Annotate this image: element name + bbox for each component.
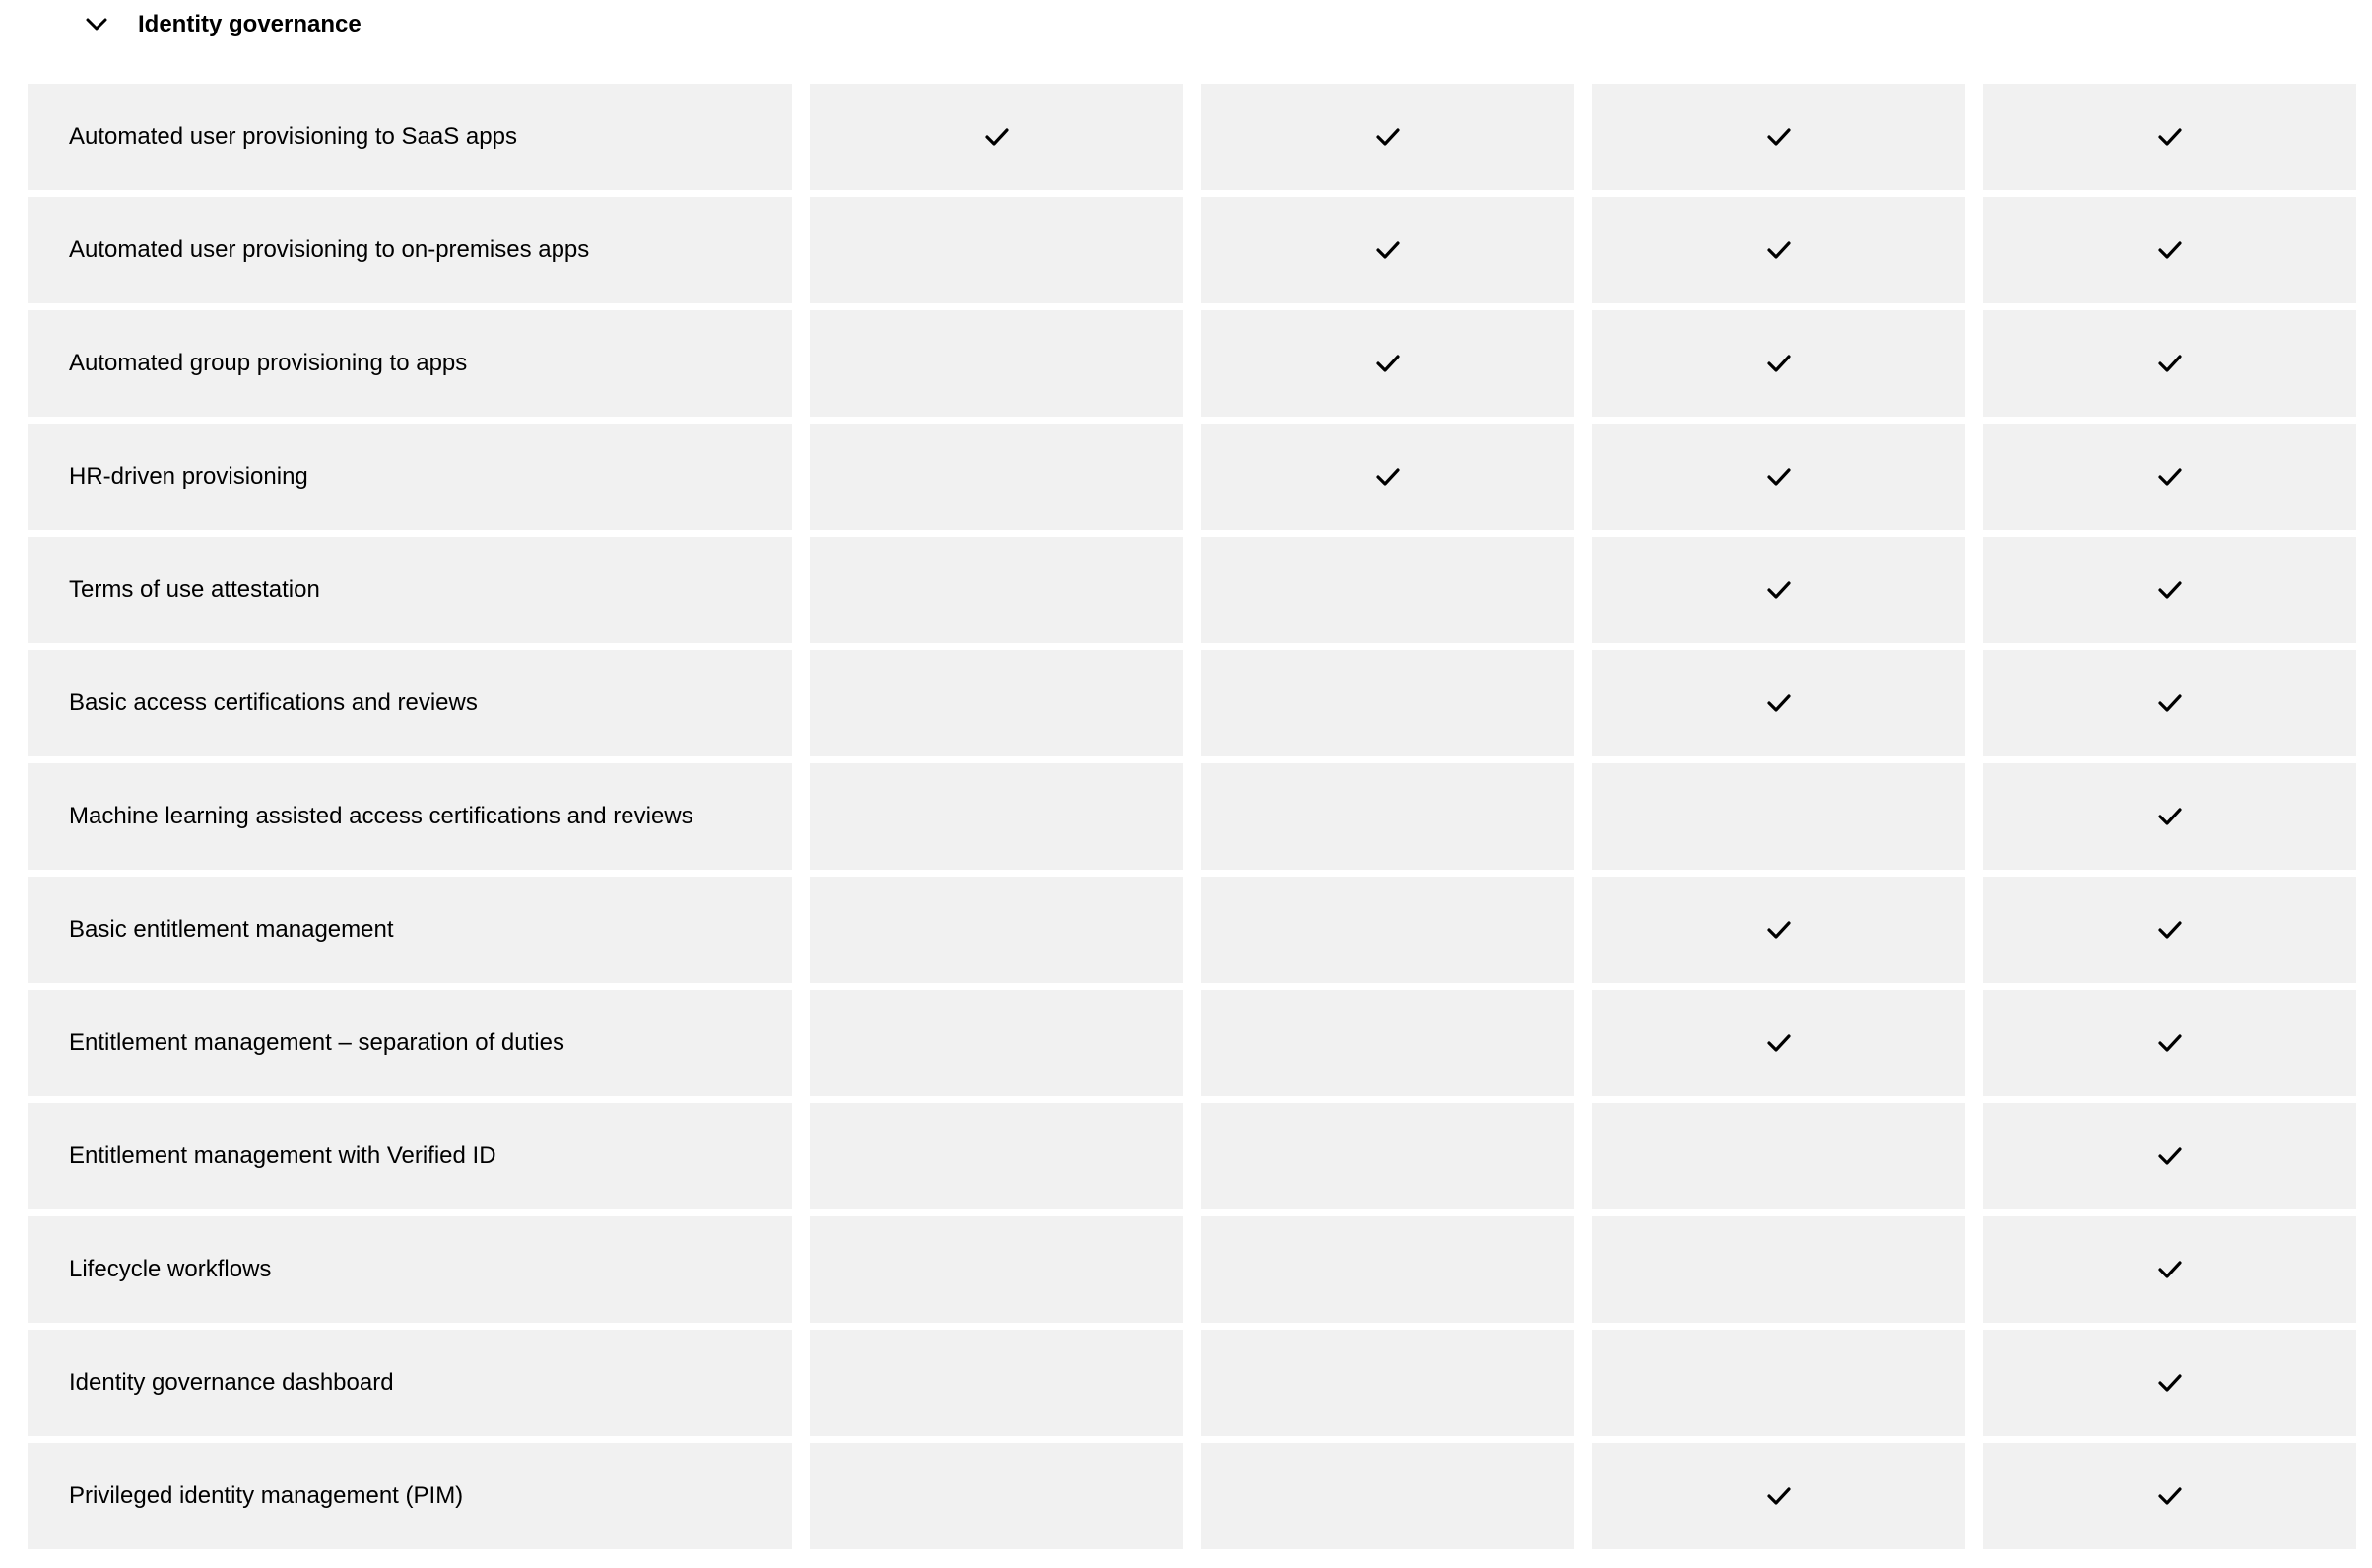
check-icon	[1766, 919, 1792, 941]
feature-label: Privileged identity management (PIM)	[69, 1482, 464, 1509]
plan-cell	[810, 990, 1183, 1096]
plan-cell	[1201, 990, 1574, 1096]
plan-cell	[1592, 990, 1965, 1096]
check-icon	[1375, 126, 1401, 148]
plan-cell	[1592, 424, 1965, 530]
plan-cell	[1983, 424, 2356, 530]
plan-cell	[1592, 1216, 1965, 1323]
check-icon	[2157, 1259, 2183, 1280]
chevron-down-icon[interactable]	[85, 14, 108, 35]
check-icon	[1766, 239, 1792, 261]
feature-cell	[28, 1103, 792, 1209]
check-icon	[984, 126, 1010, 148]
check-icon	[1375, 466, 1401, 488]
feature-label: Entitlement management – separation of duties	[69, 1029, 564, 1056]
feature-cell	[28, 1216, 792, 1323]
plan-cell	[1983, 84, 2356, 190]
feature-cell	[28, 310, 792, 417]
check-icon	[1766, 466, 1792, 488]
check-icon	[1766, 1032, 1792, 1054]
plan-cell	[1983, 650, 2356, 756]
check-icon	[2157, 239, 2183, 261]
feature-cell	[28, 424, 792, 530]
plan-cell	[1201, 1443, 1574, 1549]
feature-cell	[28, 1443, 792, 1549]
plan-cell	[810, 1443, 1183, 1549]
plan-cell	[810, 537, 1183, 643]
feature-label: Basic access certifications and reviews	[69, 689, 478, 716]
check-icon	[2157, 919, 2183, 941]
plan-cell	[1592, 1330, 1965, 1436]
plan-cell	[1201, 310, 1574, 417]
feature-cell	[28, 763, 792, 870]
plan-cell	[1592, 310, 1965, 417]
plan-cell	[810, 310, 1183, 417]
plan-cell	[1983, 1216, 2356, 1323]
section-toggle-identity-governance[interactable]	[0, 0, 2372, 51]
plan-cell	[1983, 537, 2356, 643]
plan-cell	[1592, 763, 1965, 870]
check-icon	[2157, 466, 2183, 488]
plan-cell	[1592, 877, 1965, 983]
feature-cell	[28, 84, 792, 190]
plan-cell	[1983, 1443, 2356, 1549]
plan-cell	[1983, 310, 2356, 417]
feature-label: Entitlement management with Verified ID	[69, 1143, 496, 1169]
plan-cell	[1201, 537, 1574, 643]
plan-cell	[1592, 650, 1965, 756]
plan-cell	[1201, 1216, 1574, 1323]
plan-cell	[810, 1330, 1183, 1436]
plan-cell	[810, 1103, 1183, 1209]
feature-label: Lifecycle workflows	[69, 1256, 272, 1282]
plan-cell	[1592, 1103, 1965, 1209]
plan-cell	[1983, 197, 2356, 303]
feature-label: Basic entitlement management	[69, 916, 394, 943]
check-icon	[1766, 353, 1792, 374]
check-icon	[2157, 692, 2183, 714]
plan-cell	[1592, 197, 1965, 303]
plan-cell	[810, 877, 1183, 983]
plan-cell	[810, 1216, 1183, 1323]
plan-cell	[1201, 650, 1574, 756]
check-icon	[2157, 353, 2183, 374]
feature-label: Machine learning assisted access certifications and reviews	[69, 803, 693, 829]
feature-label: HR-driven provisioning	[69, 463, 308, 490]
plan-cell	[1201, 1103, 1574, 1209]
check-icon	[2157, 126, 2183, 148]
check-icon	[1375, 239, 1401, 261]
plan-cell	[1201, 197, 1574, 303]
plan-cell	[1592, 84, 1965, 190]
plan-cell	[810, 650, 1183, 756]
plan-cell	[1201, 84, 1574, 190]
check-icon	[2157, 1032, 2183, 1054]
feature-label: Terms of use attestation	[69, 576, 320, 603]
feature-cell	[28, 650, 792, 756]
feature-label: Identity governance dashboard	[69, 1369, 394, 1396]
feature-cell	[28, 197, 792, 303]
plan-cell	[1201, 424, 1574, 530]
section-title: Identity governance	[138, 11, 362, 37]
plan-cell	[1983, 763, 2356, 870]
check-icon	[1766, 126, 1792, 148]
feature-comparison-table	[28, 84, 2357, 1549]
check-icon	[2157, 806, 2183, 827]
plan-cell	[810, 197, 1183, 303]
check-icon	[1766, 692, 1792, 714]
check-icon	[1375, 353, 1401, 374]
plan-cell	[1592, 1443, 1965, 1549]
feature-cell	[28, 877, 792, 983]
plan-cell	[1983, 990, 2356, 1096]
feature-cell	[28, 990, 792, 1096]
plan-cell	[810, 84, 1183, 190]
plan-cell	[1201, 763, 1574, 870]
feature-label: Automated user provisioning to SaaS apps	[69, 123, 517, 150]
feature-label: Automated group provisioning to apps	[69, 350, 468, 376]
feature-cell	[28, 1330, 792, 1436]
plan-cell	[1983, 877, 2356, 983]
check-icon	[2157, 1145, 2183, 1167]
check-icon	[2157, 1485, 2183, 1507]
check-icon	[2157, 1372, 2183, 1394]
plan-cell	[1201, 1330, 1574, 1436]
plan-cell	[1201, 877, 1574, 983]
feature-cell	[28, 537, 792, 643]
check-icon	[1766, 1485, 1792, 1507]
plan-cell	[1983, 1330, 2356, 1436]
plan-cell	[1592, 537, 1965, 643]
check-icon	[2157, 579, 2183, 601]
check-icon	[1766, 579, 1792, 601]
plan-cell	[1983, 1103, 2356, 1209]
feature-label: Automated user provisioning to on-premises apps	[69, 236, 590, 263]
plan-cell	[810, 424, 1183, 530]
plan-cell	[810, 763, 1183, 870]
